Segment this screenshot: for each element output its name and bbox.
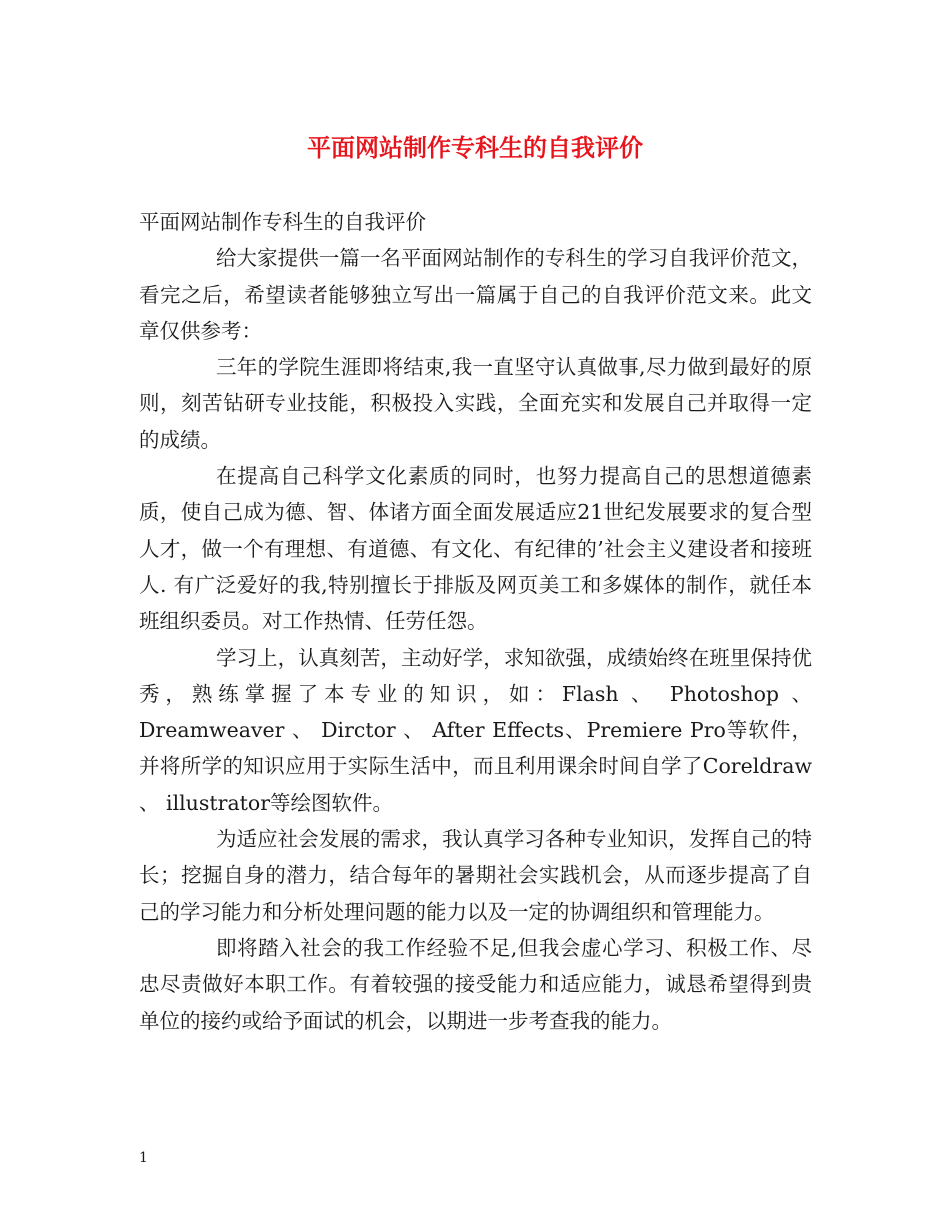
body-paragraph: 学习上，认真刻苦，主动好学，求知欲强，成绩始终在班里保持优秀，熟练掌握了本专业的知识，如：Flash 、 Photoshop 、 Dreamweaver 、 Dirctor 、 After Effects、Premiere Pro等软件，并将所学的知识应用于实际生活中，而且利用课余时间自学了Coreldraw 、 illustrator等绘图软件。 bbox=[139, 645, 812, 815]
body-paragraph: 为适应社会发展的需求，我认真学习各种专业知识，发挥自己的特长；挖掘自身的潜力，结合每年的暑期社会实践机会，从而逐步提高了自己的学习能力和分析处理问题的能力以及一定的协调组织和管理能力。 bbox=[139, 827, 812, 924]
subtitle-paragraph: 平面网站制作专科生的自我评价 bbox=[139, 210, 426, 234]
document-body bbox=[139, 204, 812, 1039]
body-paragraph: 即将踏入社会的我工作经验不足,但我会虚心学习、积极工作、尽忠尽责做好本职工作。有着较强的接受能力和适应能力，诚恳希望得到贵单位的接约或给予面试的机会，以期进一步考查我的能力。 bbox=[139, 935, 812, 1033]
intro-paragraph: 给大家提供一篇一名平面网站制作的专科生的学习自我评价范文，看完之后，希望读者能够独立写出一篇属于自己的自我评价范文来。此文章仅供参考： bbox=[139, 246, 812, 343]
body-paragraph: 三年的学院生涯即将结束,我一直坚守认真做事,尽力做到最好的原则，刻苦钻研专业技能，积极投入实践，全面充实和发展自己并取得一定的成绩。 bbox=[139, 355, 812, 452]
document-title: 平面网站制作专科生的自我评价 bbox=[307, 133, 643, 162]
page-number: 1 bbox=[139, 1150, 148, 1166]
body-paragraph: 在提高自己科学文化素质的同时，也努力提高自己的思想道德素质，使自己成为德、智、体诸方面全面发展适应21世纪发展要求的复合型人才，做一个有理想、有道德、有文化、有纪律的’社会主义建设者和接班人. 有广泛爱好的我,特别擅长于排版及网页美工和多媒体的制作，就任本班组织委员。对工作热情、任劳任怨。 bbox=[139, 464, 812, 634]
